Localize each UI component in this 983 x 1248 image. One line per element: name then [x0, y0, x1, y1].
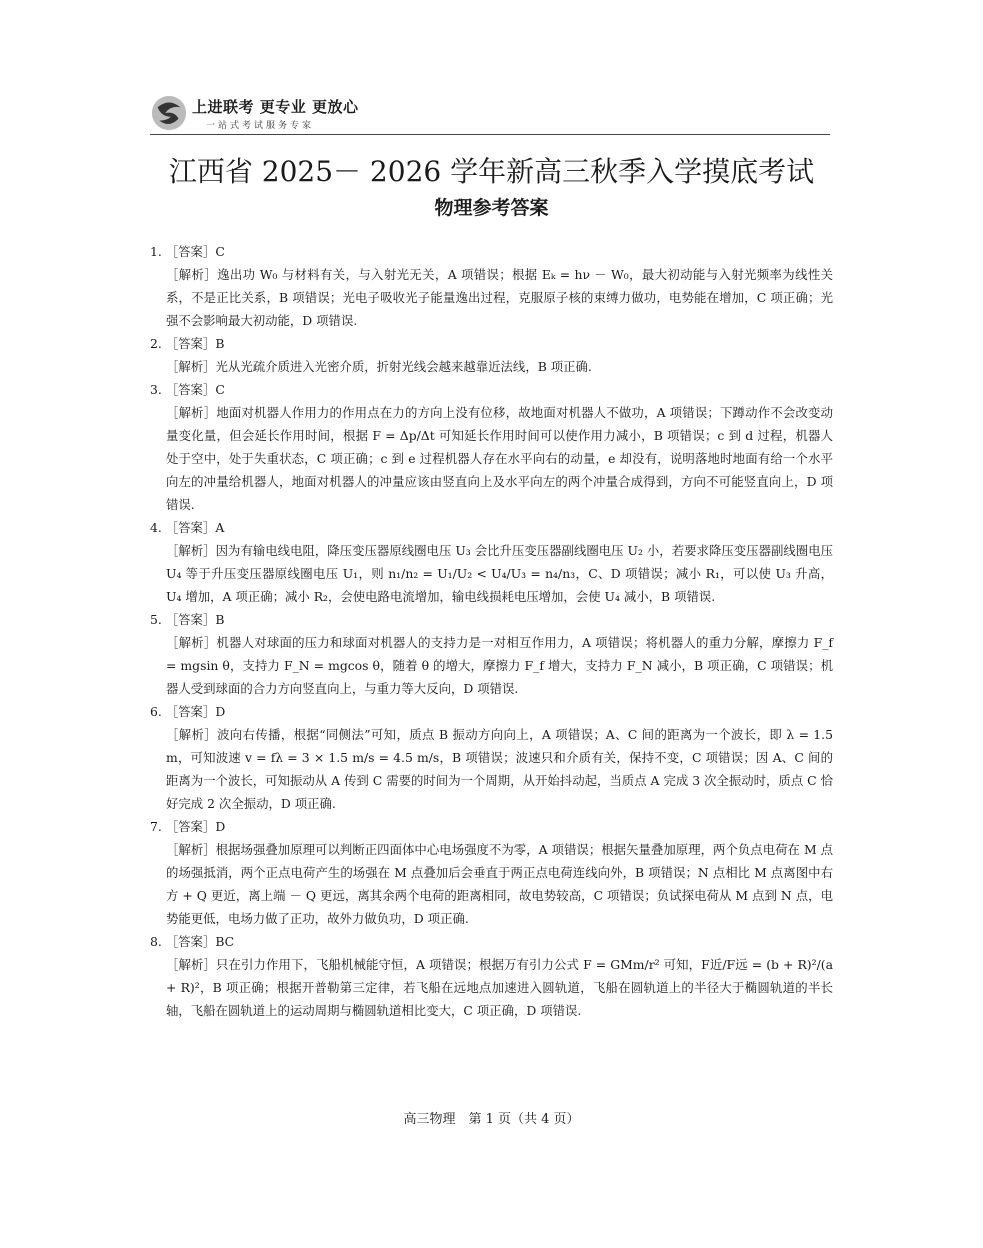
answer-6: 6. ［答案］D [150, 704, 226, 719]
answer-1: 1. ［答案］C [150, 244, 225, 259]
page-subtitle: 物理参考答案 [434, 197, 549, 219]
page-footer: 高三物理 第 1 页（共 4 页） [403, 1112, 580, 1127]
analysis-7: ［解析］根据场强叠加原理可以判断正四面体中心电场强度不为零，A 项错误；根据矢量叠加原理，两个负点电荷在 M 点的场强抵消，两个正点电荷产生的场强在 M 点叠加后会垂直于两正点电荷连线向外，B 项错误；N 点相比 M 点离图中右方 + Q 更近，离上端 － Q 更远，离其余两个电荷的距离相同，故电势较高，C 项错误；负试探电荷从 M 点到 N 点，电势能更低，电场力做了正功，故外力做负功，D 项正确. [166, 842, 833, 926]
answer-4: 4. ［答案］A [150, 520, 225, 535]
answer-7: 7. ［答案］D [150, 819, 226, 834]
analysis-4: ［解析］因为有输电线电阻，降压变压器原线圈电压 U₃ 会比升压变压器副线圈电压 U₂ 小，若要求降压变压器副线圈电压 U₄ 等于升压变压器原线圈电压 U₁，则 n₁/n₂ = U₁/U₂ < U₄/U₃ = n₄/n₃，C、D 项错误；减小 R₁，可以使 U₃ 升高，U₄ 增加，A 项正确；减小 R₂，会使电路电流增加，输电线损耗电压增加，会使 U₄ 减小，B 项错误. [166, 543, 833, 604]
analysis-6: ［解析］波向右传播，根据“同侧法”可知，质点 B 振动方向向上，A 项错误；A、C 间的距离为一个波长，即 λ = 1.5 m，可知波速 v = fλ = 3 × 1.5 m/s = 4.5 m/s，B 项错误；波速只和介质有关，保持不变，C 项错误；因 A、C 间的距离为一个波长，可知振动从 A 传到 C 需要的时间为一个周期，从开始抖动起，当质点 A 完成 3 次全振动时，质点 C 恰好完成 2 次全振动，D 项正确. [166, 727, 833, 811]
answer-8: 8. ［答案］BC [150, 934, 235, 949]
sub-slogan: 一站式考试服务专家 [206, 121, 315, 131]
analysis-8: ［解析］只在引力作用下，飞船机械能守恒，A 项错误；根据万有引力公式 F = GMm/r² 可知，F近/F远 = (b + R)²/(a + R)²，B 项正确；根据开普勒第三定律，若飞船在远地点加速进入圆轨道，飞船在圆轨道上的半径大于椭圆轨道的半长轴，飞船在圆轨道上的运动周期与椭圆轨道相比变大，C 项正确，D 项错误. [166, 957, 833, 1018]
analysis-3: ［解析］地面对机器人作用力的作用点在力的方向上没有位移，故地面对机器人不做功，A 项错误；下蹲动作不会改变动量变化量，但会延长作用时间，根据 F = Δp/Δt 可知延长作用时间可以使作用力减小，B 项错误；c 到 d 过程，机器人处于空中，处于失重状态，C 项正确；c 到 e 过程机器人存在水平向右的动量，e 却没有，说明落地时地面有给一个水平向左的冲量给机器人，地面对机器人的冲量应该由竖直向上及水平向左的两个冲量合成得到，方向不可能竖直向上，D 项错误. [166, 405, 833, 512]
answer-content [150, 240, 833, 1022]
header-rule [150, 134, 830, 135]
analysis-1: ［解析］逸出功 W₀ 与材料有关，与入射光无关，A 项错误；根据 Eₖ = hν － W₀，最大初动能与入射光频率为线性关系，不是正比关系，B 项错误；光电子吸收光子能量逸出过程，克服原子核的束缚力做功，电势能在增加，C 项正确；光强不会影响最大初动能，D 项错误. [166, 267, 833, 328]
answer-5: 5. ［答案］B [150, 612, 225, 627]
logo-icon [150, 94, 188, 132]
page-title: 江西省 2025－ 2026 学年新高三秋季入学摸底考试 [168, 155, 815, 188]
page-header [150, 90, 830, 140]
answer-2: 2. ［答案］B [150, 336, 225, 351]
slogan: 上进联考 更专业 更放心 [192, 98, 359, 116]
analysis-5: ［解析］机器人对球面的压力和球面对机器人的支持力是一对相互作用力，A 项错误；将机器人的重力分解，摩擦力 F_f = mgsin θ，支持力 F_N = mgcos θ，随着 θ 的增大，摩擦力 F_f 增大，支持力 F_N 减小，B 项正确，C 项错误；机器人受到球面的合力方向竖直向上，与重力等大反向，D 项错误. [166, 635, 833, 696]
answer-3: 3. ［答案］C [150, 382, 225, 397]
analysis-2: ［解析］光从光疏介质进入光密介质，折射光线会越来越靠近法线，B 项正确. [166, 359, 592, 374]
